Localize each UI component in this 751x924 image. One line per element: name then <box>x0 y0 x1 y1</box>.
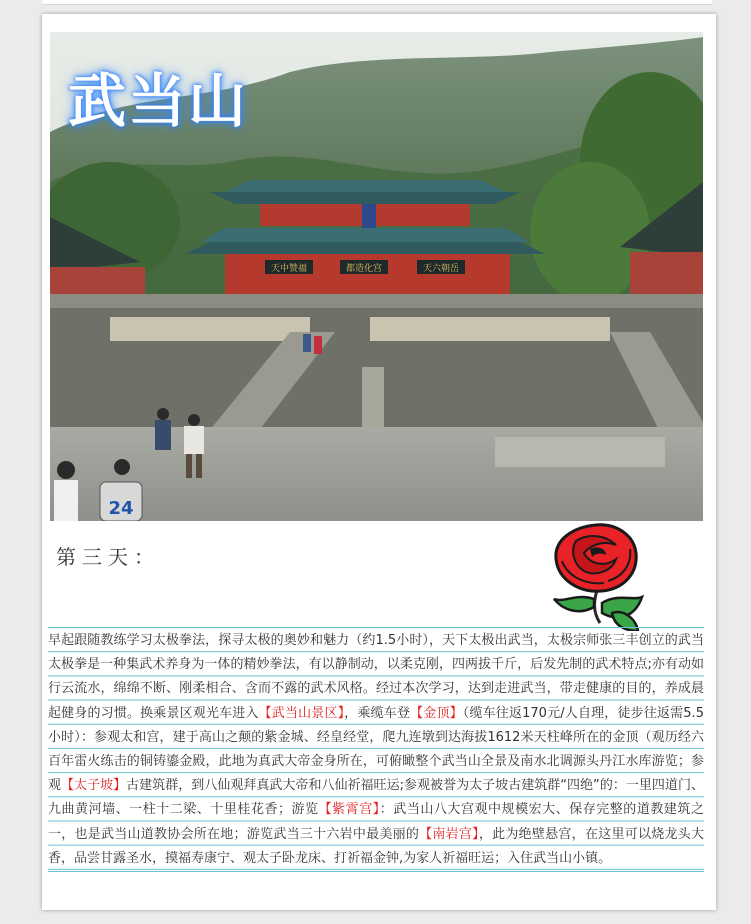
previous-card-edge <box>42 0 712 5</box>
plaque-right: 天六朝岳 <box>422 264 460 274</box>
description-part-2: ，乘缆车登 <box>344 705 411 721</box>
highlight-wudang-scenic-area: 【武当山景区】 <box>258 705 345 721</box>
highlight-golden-summit: 【金顶】 <box>410 705 463 721</box>
description-part-6: ，此为绝壁悬宫，在这里可以烧龙头大香，品尝甘露圣水，摸福寿康宁、观太子卧龙床、打祈福金钟,为家人祈福旺运；入住武当山小镇。 <box>48 826 704 866</box>
itinerary-card <box>42 14 716 910</box>
jersey-number: 24 <box>108 498 134 519</box>
page-title: 武当山 <box>68 67 249 135</box>
itinerary-description <box>48 627 704 872</box>
highlight-zixiao-palace: 【紫霄宫】 <box>318 802 380 818</box>
description-part-3: （缆车往返170元/人自理，徒步往返需5.5小时）：参观太和宫，建于高山之颠的紫金城、经皇经堂，爬九连墩到达海拔1612米天柱峰所在的金顶（观历经六百年雷火练击的铜铸鎏金殿，此地为真武大帝金身所在，可俯瞰整个武当山全景及南水北调源头丹江水库游览；参观 <box>48 705 704 794</box>
plaque-left: 天中赞福 <box>270 264 308 274</box>
wudang-temple-photo <box>50 32 703 521</box>
plaque-center: 都造化宫 <box>345 264 383 274</box>
day-heading: 第三天： <box>56 545 160 569</box>
description-part-4: 古建筑群，到八仙观拜真武大帝和八仙祈福旺运;参观被誉为太子坡古建筑群“四绝”的：一里四道门、九曲黄河墙、一柱十二梁、十里桂花香；游览 <box>48 778 704 818</box>
description-part-1: 早起跟随教练学习太极拳法，探寻太极的奥妙和魅力（约1.5小时），天下太极出武当，太极宗师张三丰创立的武当太极拳是一种集武术养身为一体的精妙拳法，有以静制动，以柔克刚，四两拔千斤，后发先制的武术特点;亦有动如行云流水，绵绵不断、刚柔相合、含而不露的武术风格。经过本次学习，达到走进武当，带走健康的目的，养成晨起健身的习惯。换乘景区观光车进入 <box>48 633 704 721</box>
highlight-taizi-slope: 【太子坡】 <box>61 778 127 794</box>
highlight-nanyan-palace: 【南岩宫】 <box>419 826 479 842</box>
description-part-5: ：武当山八大宫观中规模宏大、保存完整的道教建筑之一，也是武当山道教协会所在地；游览武当三十六岩中最美丽的 <box>48 802 704 842</box>
rose-icon <box>546 519 646 635</box>
